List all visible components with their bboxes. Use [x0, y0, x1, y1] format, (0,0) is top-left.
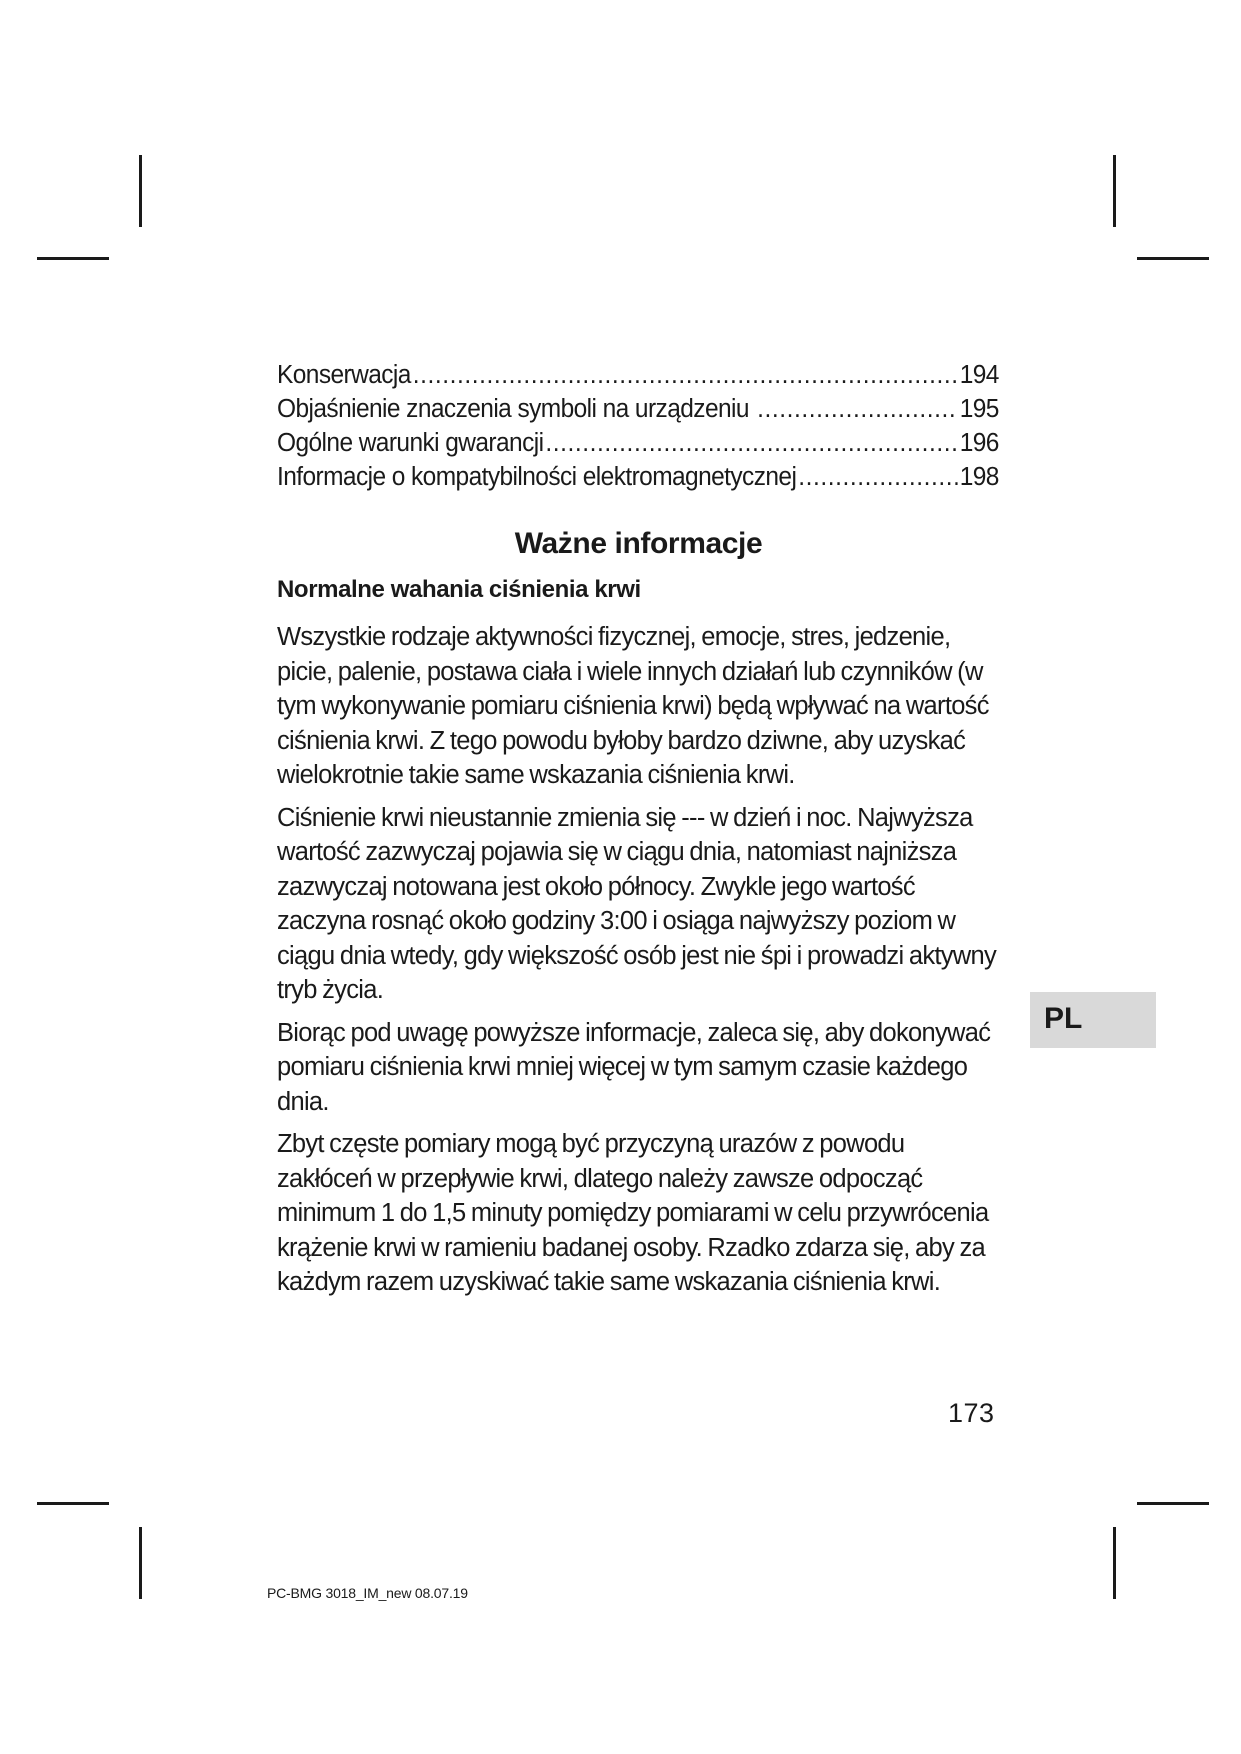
body-paragraph: Biorąc pod uwagę powyższe informacje, zaleca się, aby dokonywać pomiaru ciśnienia krwi mniej więcej w tym samym czasie każdego dnia.: [277, 1018, 991, 1116]
toc-entry-page: 194: [959, 361, 999, 389]
toc-entry-page: 195: [959, 395, 999, 423]
crop-mark-bottom-left-vertical: [139, 1527, 142, 1599]
toc-entry[interactable]: [277, 426, 999, 460]
crop-mark-top-left-horizontal: [37, 257, 109, 260]
toc-entry[interactable]: [277, 460, 999, 494]
toc-leader-dots: [413, 358, 958, 392]
toc-entry-title: Informacje o kompatybilności elektromagnetycznej: [277, 463, 797, 491]
crop-mark-top-right-vertical: [1113, 155, 1116, 227]
toc-entry-page: 198: [959, 463, 999, 491]
toc-leader-dots: [545, 426, 957, 460]
toc-entry-title: Objaśnienie znaczenia symboli na urządzeniu: [277, 395, 756, 423]
body-paragraph: Ciśnienie krwi nieustannie zmienia się --- w dzień i noc. Najwyższa wartość zazwyczaj pojawia się w ciągu dnia, natomiast najniższa zazwyczaj notowana jest około północy. Zwykle jego wartość zaczyna rosnąć około godziny 3:00 i osiąga najwyższy poziom w ciągu dnia wtedy, gdy większość osób jest nie śpi i prowadzi aktywny tryb życia.: [277, 803, 997, 1004]
page-content: [277, 358, 1000, 1308]
crop-mark-top-right-horizontal: [1137, 257, 1209, 260]
body-paragraph: Zbyt częste pomiary mogą być przyczyną urazów z powodu zakłóceń w przepływie krwi, dlatego należy zawsze odpocząć minimum 1 do 1,5 minuty pomiędzy pomiarami w celu przywrócenia krążenie krwi w ramieniu badanej osoby. Rzadko zdarza się, aby za każdym razem uzyskiwać takie same wskazania ciśnienia krwi.: [277, 1130, 989, 1296]
crop-mark-bottom-right-vertical: [1113, 1527, 1116, 1599]
toc-entry-page: 196: [959, 429, 999, 457]
subsection-heading: Normalne wahania ciśnienia krwi: [277, 576, 641, 603]
page-number: 173: [948, 1398, 995, 1428]
section-heading: Ważne informacje: [514, 527, 763, 560]
toc-leader-dots: [757, 392, 958, 426]
print-footer: PC-BMG 3018_IM_new 08.07.19: [267, 1585, 468, 1601]
crop-mark-bottom-left-horizontal: [37, 1502, 109, 1505]
crop-mark-bottom-right-horizontal: [1137, 1502, 1209, 1505]
body-paragraph: Wszystkie rodzaje aktywności fizycznej, emocje, stres, jedzenie, picie, palenie, postawa ciała i wiele innych działań lub czynników (w tym wykonywanie pomiaru ciśnienia krwi) będą wpływać na wartość ciśnienia krwi. Z tego powodu byłoby bardzo dziwne, aby uzyskać wielokrotnie takie same wskazania ciśnienia krwi.: [277, 623, 989, 789]
toc-entry[interactable]: [277, 392, 999, 426]
crop-mark-top-left-vertical: [139, 155, 142, 227]
toc-entry[interactable]: [277, 358, 999, 392]
language-tab: [1030, 992, 1156, 1048]
toc-leader-dots: [798, 460, 958, 494]
table-of-contents: [277, 358, 1000, 494]
toc-entry-title: Ogólne warunki gwarancji: [277, 429, 544, 457]
language-tab-label: PL: [1044, 1002, 1083, 1035]
toc-entry-title: Konserwacja: [277, 361, 411, 389]
